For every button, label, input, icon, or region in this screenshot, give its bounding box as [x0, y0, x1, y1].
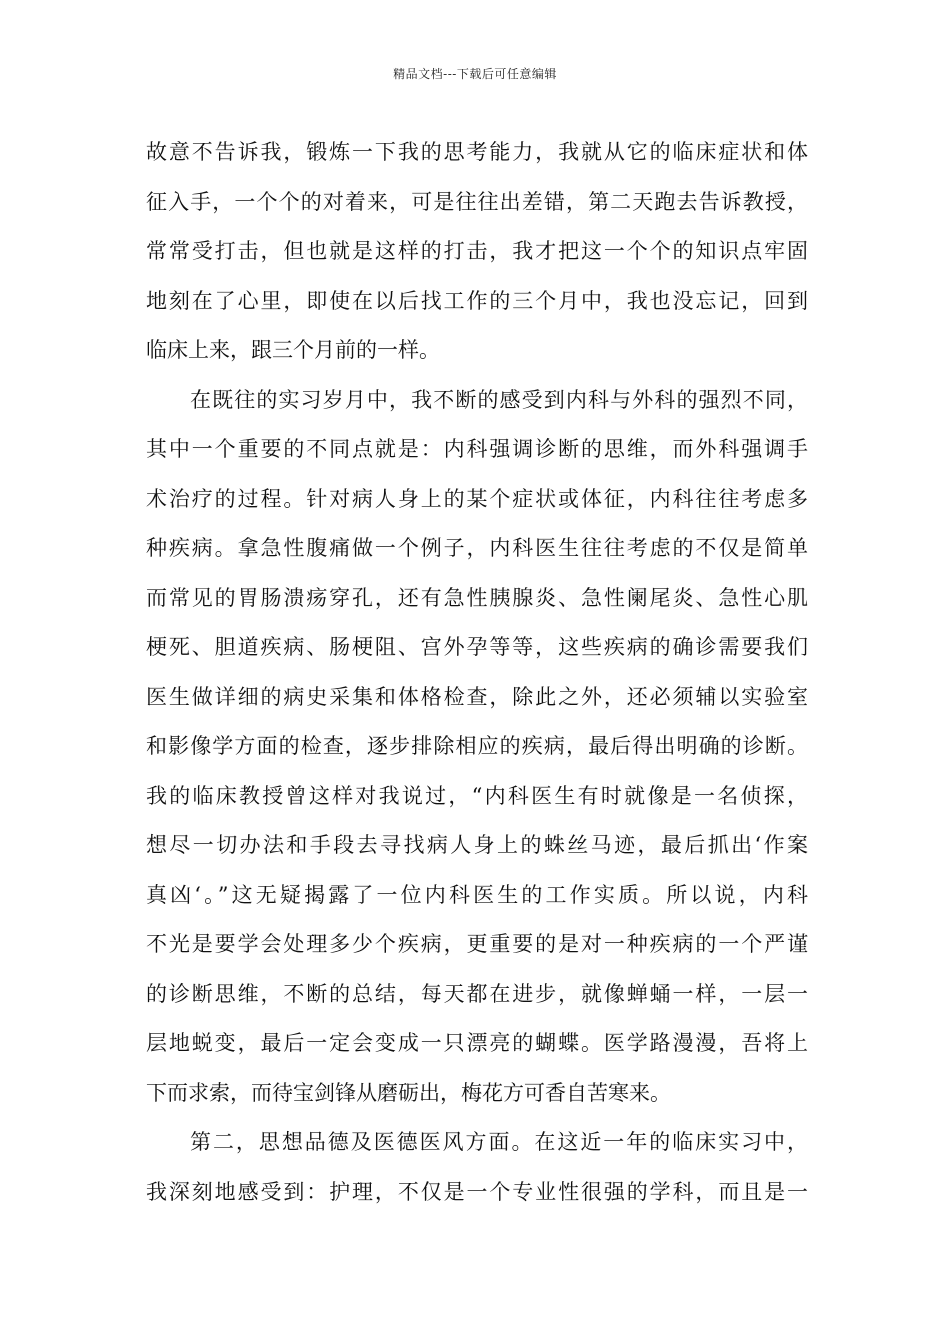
text-line: 临床上来，跟三个月前的一样。	[146, 338, 440, 362]
body-text	[146, 128, 808, 1217]
text-line: 在既往的实习岁月中，我不断的感受到内科与外科的强烈不同，	[190, 387, 808, 412]
text-line: 我的临床教授曾这样对我说过，“内科医生有时就像是一名侦探，	[146, 783, 808, 808]
text-line: 征入手，一个个的对着来，可是往往出差错，第二天跑去告诉教授，	[146, 189, 808, 214]
text-line: 想尽一切办法和手段去寻找病人身上的蛛丝马迹，最后抓出‘作案	[146, 833, 808, 857]
text-line: 其中一个重要的不同点就是：内科强调诊断的思维，而外科强调手	[146, 437, 808, 461]
text-line: 术治疗的过程。针对病人身上的某个症状或体征，内科往往考虑多	[146, 486, 808, 511]
page-header: 精品文档---下载后可任意编辑	[393, 67, 557, 81]
text-line: 医生做详细的病史采集和体格检查，除此之外，还必须辅以实验室	[146, 684, 808, 709]
text-line: 我深刻地感受到：护理，不仅是一个专业性很强的学科，而且是一	[146, 1179, 808, 1204]
text-line: 地刻在了心里，即使在以后找工作的三个月中，我也没忘记，回到	[146, 288, 808, 313]
text-line: 的诊断思维，不断的总结，每天都在进步，就像蝉蛹一样，一层一	[146, 981, 808, 1006]
text-line: 真凶‘。”这无疑揭露了一位内科医生的工作实质。所以说，内科	[146, 882, 808, 907]
text-line: 第二，思想品德及医德医风方面。在这近一年的临床实习中，	[190, 1130, 808, 1154]
text-line: 而常见的胃肠溃疡穿孔，还有急性胰腺炎、急性阑尾炎、急性心肌	[146, 585, 808, 610]
text-line: 层地蜕变，最后一定会变成一只漂亮的蝴蝶。医学路漫漫，吾将上	[146, 1031, 808, 1055]
text-line: 常常受打击，但也就是这样的打击，我才把这一个个的知识点牢固	[146, 239, 808, 263]
text-line: 梗死、胆道疾病、肠梗阻、宫外孕等等，这些疾病的确诊需要我们	[146, 635, 808, 659]
text-line: 不光是要学会处理多少个疾病，更重要的是对一种疾病的一个严谨	[146, 932, 808, 956]
text-line: 下而求索，而待宝剑锋从磨砺出，梅花方可香自苦寒来。	[146, 1080, 671, 1105]
text-line: 和影像学方面的检查，逐步排除相应的疾病，最后得出明确的诊断。	[146, 734, 808, 758]
text-line: 种疾病。拿急性腹痛做一个例子，内科医生往往考虑的不仅是简单	[146, 536, 808, 560]
text-line: 故意不告诉我，锻炼一下我的思考能力，我就从它的临床症状和体	[146, 140, 808, 164]
